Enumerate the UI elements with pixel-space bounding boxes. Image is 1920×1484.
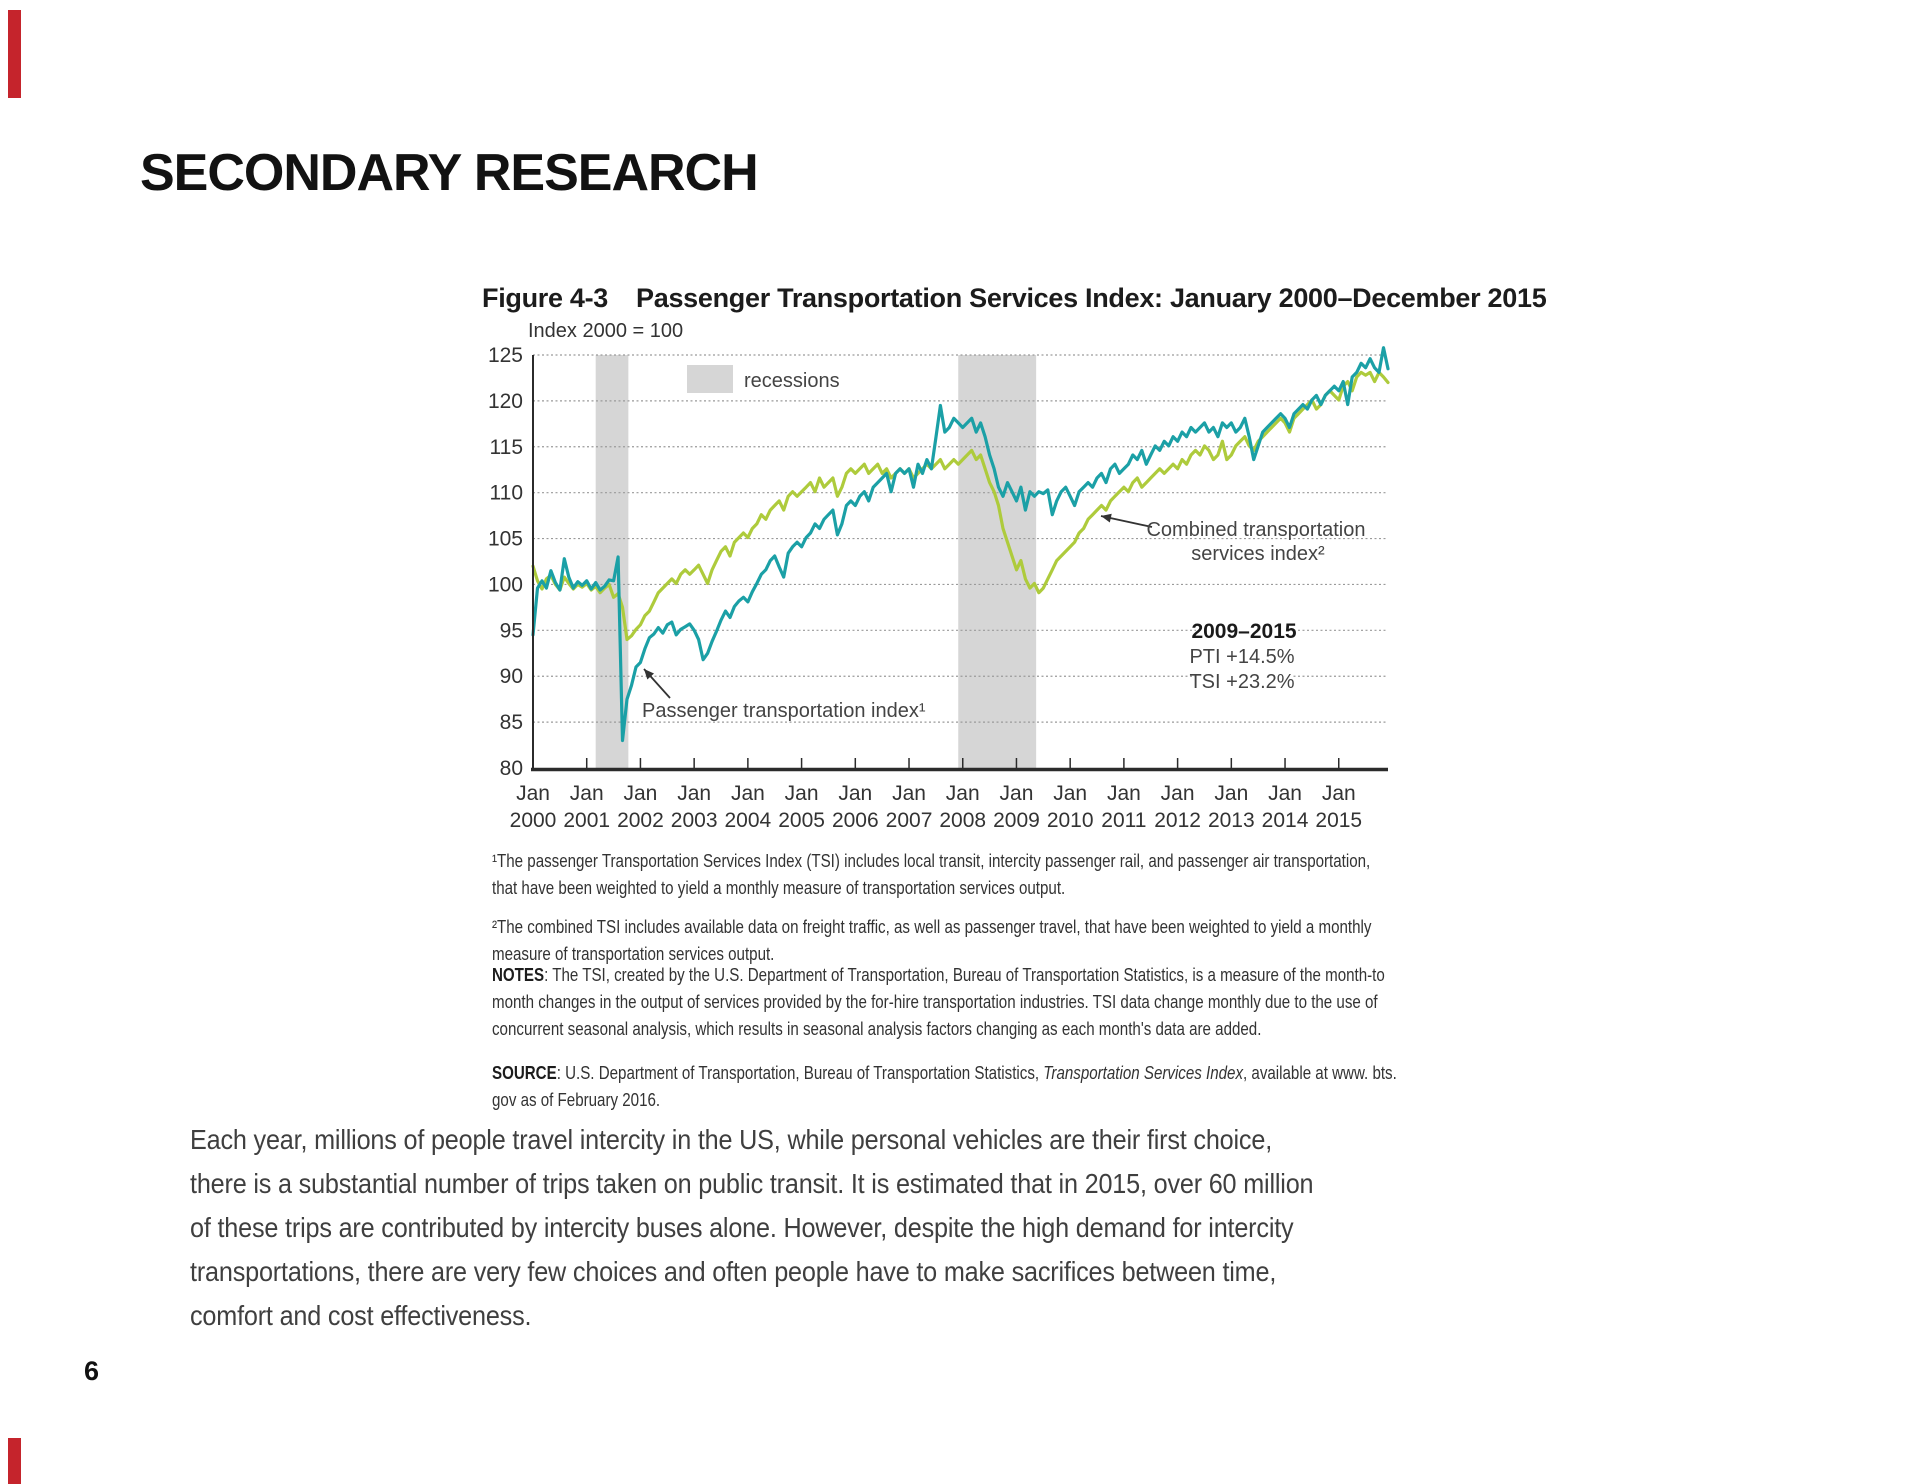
svg-text:Jan: Jan xyxy=(569,782,604,805)
svg-text:2002: 2002 xyxy=(617,809,664,832)
source-paragraph: SOURCE: U.S. Department of Transportation, Bureau of Transportation Statistics, Transportation Services Index, available at www. bts. gov as of February 2016. xyxy=(492,1063,1397,1110)
tsi-line-chart xyxy=(480,278,1495,840)
svg-text:Jan: Jan xyxy=(1160,782,1195,805)
svg-text:2000: 2000 xyxy=(509,809,557,832)
svg-text:2011: 2011 xyxy=(1101,809,1147,832)
red-accent-bar-top xyxy=(8,10,21,98)
figure-title-text: Passenger Transportation Services Index: January 2000–December 2015 xyxy=(636,283,1547,313)
page-title: SECONDARY RESEARCH xyxy=(140,144,758,202)
svg-text:2003: 2003 xyxy=(670,809,718,832)
page-number: 6 xyxy=(84,1356,100,1386)
svg-text:2014: 2014 xyxy=(1261,809,1309,832)
svg-text:2006: 2006 xyxy=(831,809,879,832)
svg-text:Jan: Jan xyxy=(1106,782,1141,805)
svg-text:Jan: Jan xyxy=(516,782,550,805)
body-paragraph: Each year, millions of people travel intercity in the US, while personal vehicles are their first choice, there is a substantial number of trips taken on public transit. It is estimated that in 2015, over 60 million of these trips are contributed by intercity buses alone. However, despite the high demand for intercity transportations, there are very few choices and often people have to make sacrifices between time, comfort and cost effectiveness. xyxy=(190,1124,1314,1331)
svg-text:2008: 2008 xyxy=(939,809,987,832)
svg-text:2013: 2013 xyxy=(1207,809,1255,832)
notes-label: NOTES xyxy=(492,965,545,985)
combined-index-label: Combined transportation xyxy=(1146,519,1366,541)
tsi-chart-svg xyxy=(480,278,1495,840)
svg-text:2007: 2007 xyxy=(885,809,933,832)
red-accent-bar-bottom xyxy=(8,1438,21,1484)
svg-text:Jan: Jan xyxy=(1214,782,1249,805)
svg-text:Jan: Jan xyxy=(677,782,712,805)
svg-text:Jan: Jan xyxy=(1268,782,1302,805)
footnote-2: ²The combined TSI includes available data on freight traffic, as well as passenger travel, that have been weighted to yield a monthly measure of transportation services output. xyxy=(492,917,1372,964)
svg-text:Jan: Jan xyxy=(892,782,926,805)
y-tick-label: 80 xyxy=(499,757,523,780)
period-label: 2009–2015 xyxy=(1191,620,1297,643)
figure-label: Figure 4-3 xyxy=(482,283,609,313)
y-tick-label: 105 xyxy=(487,527,523,551)
y-tick-label: 120 xyxy=(487,389,523,413)
svg-text:Jan: Jan xyxy=(999,782,1034,805)
svg-text:2004: 2004 xyxy=(724,809,772,832)
y-tick-label: 85 xyxy=(499,711,523,735)
footnote-1: ¹The passenger Transportation Services Index (TSI) includes local transit, intercity passenger rail, and passenger air transportation, that have been weighted to yield a monthly measure of transportation services output. xyxy=(492,851,1371,898)
svg-text:Jan: Jan xyxy=(1053,782,1088,805)
y-tick-label: 90 xyxy=(499,665,523,689)
svg-text:2005: 2005 xyxy=(778,809,825,832)
pti-change-label: PTI +14.5% xyxy=(1189,646,1295,668)
axis-unit-note: Index 2000 = 100 xyxy=(528,320,684,342)
y-tick-label: 95 xyxy=(499,619,523,643)
passenger-index-label: Passenger transportation index¹ xyxy=(642,700,926,722)
svg-text:Jan: Jan xyxy=(945,782,980,805)
source-label: SOURCE xyxy=(492,1063,557,1083)
svg-text:2009: 2009 xyxy=(993,809,1040,832)
svg-text:services index²: services index² xyxy=(1191,543,1325,565)
tsi-change-label: TSI +23.2% xyxy=(1189,671,1295,693)
svg-text:2010: 2010 xyxy=(1046,809,1094,832)
y-tick-label: 100 xyxy=(487,573,523,597)
y-tick-label: 110 xyxy=(489,481,523,505)
svg-text:Jan: Jan xyxy=(730,782,765,805)
svg-text:Jan: Jan xyxy=(784,782,819,805)
svg-text:2012: 2012 xyxy=(1154,809,1201,832)
svg-text:Jan: Jan xyxy=(838,782,873,805)
recession-legend-label: recessions xyxy=(744,370,840,392)
svg-text:2001: 2001 xyxy=(563,809,611,832)
recession-legend-swatch xyxy=(687,365,733,393)
svg-text:Jan: Jan xyxy=(623,782,658,805)
svg-text:Jan: Jan xyxy=(1321,782,1356,805)
y-tick-label: 115 xyxy=(489,435,523,459)
y-tick-label: 125 xyxy=(487,344,523,367)
notes-paragraph: NOTES: The TSI, created by the U.S. Department of Transportation, Bureau of Transportation Statistics, is a measure of the month-to month changes in the output of services provided by the for-hire transportation industries. TSI data change monthly due to the use of concurrent seasonal analysis, which results in seasonal analysis factors changing as each month's data are added. xyxy=(492,965,1385,1039)
svg-text:2015: 2015 xyxy=(1315,809,1363,832)
